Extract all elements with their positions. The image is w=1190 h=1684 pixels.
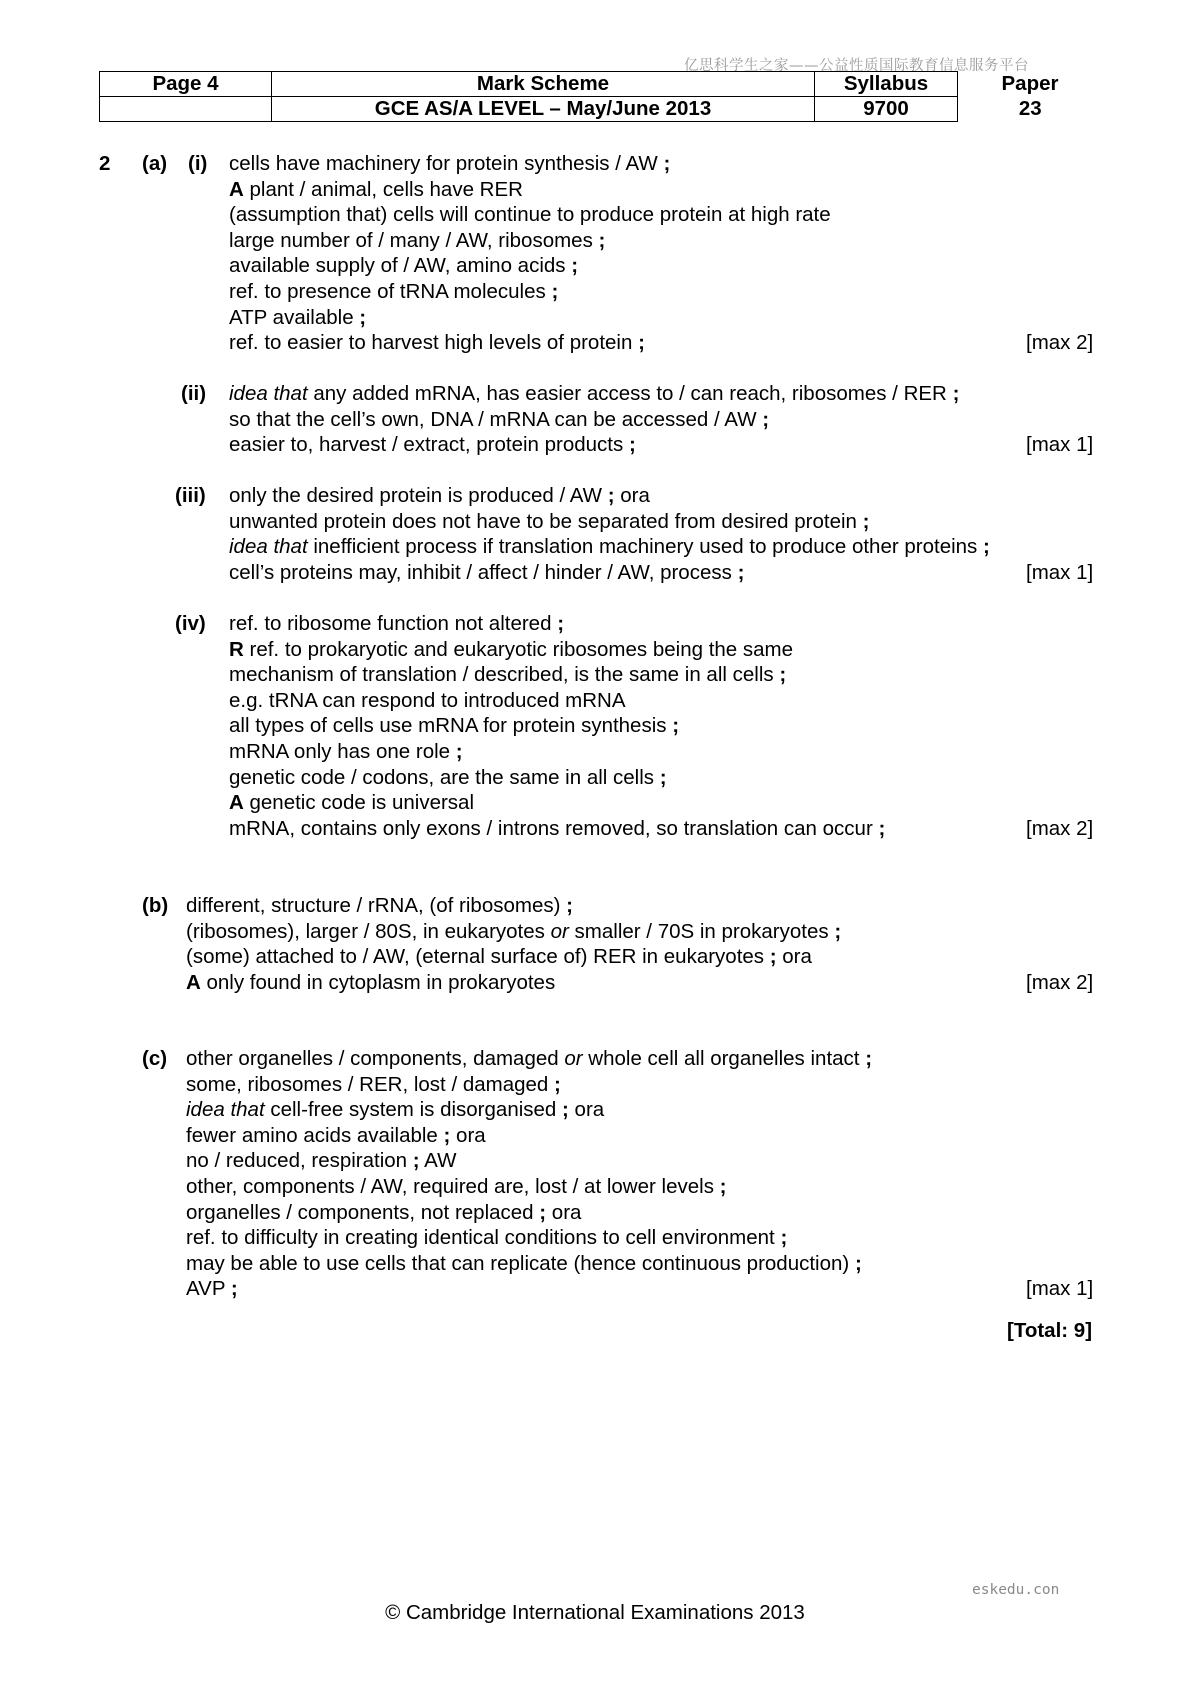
- answer-text: smaller / 70S in prokaryotes: [568, 919, 835, 943]
- answer-text: ;: [571, 254, 579, 278]
- answer-text: AVP: [186, 1277, 231, 1301]
- question-number: 2: [99, 152, 111, 175]
- answer-block: [186, 893, 841, 995]
- answer-text: ;: [663, 152, 671, 175]
- answer-text: (some) attached to / AW, (eternal surface of) RER in eukaryotes: [186, 945, 770, 969]
- answer-text: ATP available: [229, 305, 360, 329]
- answer-text: no / reduced, respiration: [186, 1149, 413, 1173]
- answer-text: A: [229, 177, 244, 201]
- answer-text: ;: [762, 407, 770, 431]
- answer-line: [229, 151, 831, 177]
- answer-line: [229, 202, 831, 228]
- answer-text: ;: [557, 612, 565, 635]
- answer-text: ;: [834, 919, 842, 943]
- answer-text: ;: [854, 1251, 862, 1275]
- answer-text: genetic code / codons, are the same in all cells: [229, 765, 660, 789]
- answer-text: ;: [455, 739, 463, 763]
- answer-text: (ribosomes), larger / 80S, in eukaryotes: [186, 919, 551, 943]
- answer-text: available supply of / AW, amino acids: [229, 254, 572, 278]
- answer-line: [186, 1251, 872, 1277]
- answer-line: [229, 305, 831, 331]
- answer-text: e.g. tRNA can respond to introduced mRNA: [229, 688, 626, 712]
- answer-line: [229, 253, 831, 279]
- answer-text: ref. to presence of tRNA molecules: [229, 279, 552, 303]
- answer-line: [229, 765, 885, 791]
- header-row: [100, 72, 1103, 97]
- answer-block: [229, 611, 885, 841]
- header-row: [100, 97, 1103, 122]
- answer-line: [229, 509, 990, 535]
- answer-text: ora: [546, 1200, 582, 1224]
- answer-line: [229, 483, 990, 509]
- page-label: Page 4: [100, 72, 272, 97]
- answer-text: ;: [551, 279, 559, 303]
- answer-text: or: [564, 1047, 583, 1070]
- answer-text: only the desired protein is produced / AW: [229, 484, 608, 507]
- answer-text: ora: [450, 1123, 486, 1147]
- answer-text: so that the cell’s own, DNA / mRNA can be accessed / AW: [229, 407, 763, 431]
- answer-line: [186, 1097, 872, 1123]
- answer-text: (assumption that) cells will continue to produce protein at high rate: [229, 203, 831, 227]
- answer-text: other, components / AW, required are, lost / at lower levels: [186, 1174, 720, 1198]
- subpart-label: (iv): [175, 612, 206, 635]
- answer-text: all types of cells use mRNA for protein synthesis: [229, 714, 673, 738]
- answer-text: ;: [638, 331, 645, 355]
- answer-line: [229, 611, 885, 637]
- answer-text: ref. to ribosome function not altered: [229, 612, 558, 635]
- part-label: (c): [142, 1047, 168, 1070]
- watermark-text: 亿思科学生之家——公益性质国际教育信息服务平台: [684, 58, 1029, 74]
- answer-line: [186, 1225, 872, 1251]
- part-label: (a): [142, 152, 168, 175]
- mark-scheme-title: Mark Scheme: [272, 72, 815, 97]
- answer-text: ;: [562, 1098, 569, 1122]
- answer-line: [229, 816, 885, 842]
- answer-line: [229, 279, 831, 305]
- total-marks: [Total: 9]: [1007, 1319, 1093, 1342]
- answer-text: ;: [779, 663, 787, 687]
- answer-text: ;: [983, 535, 990, 559]
- answer-text: organelles / components, not replaced: [186, 1200, 540, 1224]
- answer-text: plant / animal, cells have RER: [243, 177, 523, 201]
- answer-text: ;: [554, 1072, 561, 1096]
- answer-text: ;: [598, 228, 606, 252]
- syllabus-label: Syllabus: [815, 72, 958, 97]
- syllabus-code: 9700: [815, 97, 958, 122]
- answer-text: ora: [776, 945, 812, 969]
- answer-line: [186, 919, 841, 945]
- answer-text: any added mRNA, has easier access to / can reach, ribosomes / RER: [307, 382, 953, 405]
- answer-line: [186, 1148, 872, 1174]
- answer-line: [229, 177, 831, 203]
- answer-text: ;: [607, 484, 615, 507]
- answer-text: whole cell all organelles intact: [582, 1047, 866, 1070]
- answer-text: other organelles / components, damaged: [186, 1047, 565, 1070]
- answer-text: ;: [865, 1047, 873, 1070]
- answer-text: idea that: [186, 1098, 265, 1122]
- answer-line: [229, 713, 885, 739]
- answer-text: ;: [780, 1226, 788, 1250]
- answer-text: ref. to difficulty in creating identical conditions to cell environment: [186, 1226, 781, 1250]
- answer-text: AW: [419, 1149, 457, 1173]
- mark-allocation: [max 2]: [1026, 971, 1094, 994]
- answer-text: mechanism of translation / described, is the same in all cells: [229, 663, 780, 687]
- answer-line: [229, 432, 959, 458]
- mark-allocation: [max 1]: [1026, 561, 1094, 584]
- answer-text: fewer amino acids available: [186, 1123, 444, 1147]
- answer-text: some, ribosomes / RER, lost / damaged: [186, 1072, 555, 1096]
- answer-text: ;: [737, 560, 745, 584]
- answer-text: A: [229, 791, 244, 815]
- answer-text: unwanted protein does not have to be separated from desired protein: [229, 509, 863, 533]
- header-blank-cell: [100, 97, 272, 122]
- answer-text: ;: [769, 945, 777, 969]
- site-watermark: eskedu.con: [972, 1582, 1060, 1598]
- answer-text: ;: [443, 1123, 451, 1147]
- answer-line: [229, 228, 831, 254]
- answer-text: ;: [539, 1200, 547, 1224]
- answer-block: [229, 483, 990, 585]
- answer-text: ;: [719, 1174, 727, 1198]
- answer-line: [186, 1072, 872, 1098]
- answer-text: ;: [862, 509, 870, 533]
- answer-line: [186, 893, 841, 919]
- answer-line: [229, 662, 885, 688]
- mark-allocation: [max 1]: [1026, 1277, 1094, 1300]
- answer-text: may be able to use cells that can replicate (hence continuous production): [186, 1251, 855, 1275]
- answer-text: ;: [952, 382, 960, 405]
- answer-text: R: [229, 637, 244, 661]
- answer-text: easier to, harvest / extract, protein products: [229, 433, 629, 457]
- answer-line: [229, 407, 959, 433]
- answer-text: ora: [568, 1098, 605, 1122]
- answer-line: [186, 1174, 872, 1200]
- answer-text: ;: [566, 894, 573, 917]
- answer-line: [186, 970, 841, 996]
- answer-text: inefficient process if translation machinery used to produce other proteins: [307, 535, 984, 559]
- subpart-label: (iii): [175, 484, 206, 507]
- answer-line: [186, 1276, 872, 1302]
- answer-text: ;: [230, 1277, 238, 1301]
- mark-allocation: [max 2]: [1026, 331, 1094, 354]
- answer-line: [229, 330, 831, 356]
- answer-line: [229, 637, 885, 663]
- mark-allocation: [max 2]: [1026, 817, 1094, 840]
- answer-line: [229, 790, 885, 816]
- exam-title: GCE AS/A LEVEL – May/June 2013: [272, 97, 815, 122]
- answer-line: [229, 381, 959, 407]
- answer-text: ref. to prokaryotic and eukaryotic ribosomes being the same: [243, 637, 794, 661]
- answer-text: genetic code is universal: [243, 791, 474, 815]
- paper-label: Paper: [1001, 72, 1059, 95]
- answer-text: idea that: [229, 382, 308, 405]
- paper-number: 23: [1018, 97, 1042, 120]
- answer-block: [186, 1046, 872, 1302]
- answer-text: different, structure / rRNA, (of ribosomes): [186, 894, 567, 917]
- answer-text: ;: [628, 433, 636, 457]
- copyright-footer: © Cambridge International Examinations 2013: [385, 1601, 805, 1624]
- subpart-label: (ii): [181, 382, 207, 405]
- answer-text: or: [550, 919, 569, 943]
- answer-line: [186, 1200, 872, 1226]
- answer-text: cell-free system is disorganised: [264, 1098, 563, 1122]
- answer-line: [229, 739, 885, 765]
- answer-text: ;: [672, 714, 680, 738]
- answer-text: ora: [614, 484, 650, 507]
- answer-line: [229, 560, 990, 586]
- answer-text: A: [186, 970, 201, 994]
- answer-line: [229, 688, 885, 714]
- answer-text: ;: [412, 1149, 420, 1173]
- answer-block: [229, 151, 831, 356]
- header-table: [99, 71, 1103, 122]
- answer-block: [229, 381, 959, 458]
- answer-line: [229, 534, 990, 560]
- answer-text: ;: [359, 305, 367, 329]
- answer-text: cells have machinery for protein synthesis / AW: [229, 152, 664, 175]
- mark-allocation: [max 1]: [1026, 433, 1094, 456]
- answer-line: [186, 1123, 872, 1149]
- answer-line: [186, 944, 841, 970]
- answer-text: mRNA only has one role: [229, 739, 456, 763]
- answer-text: ;: [878, 816, 886, 840]
- part-label: (b): [142, 894, 169, 917]
- answer-text: ref. to easier to harvest high levels of protein: [229, 331, 639, 355]
- answer-text: idea that: [229, 535, 308, 559]
- answer-line: [186, 1046, 872, 1072]
- answer-text: mRNA, contains only exons / introns removed, so translation can occur: [229, 816, 879, 840]
- subpart-label: (i): [188, 152, 208, 175]
- answer-text: cell’s proteins may, inhibit / affect / hinder / AW, process: [229, 560, 738, 584]
- answer-text: only found in cytoplasm in prokaryotes: [200, 970, 556, 994]
- answer-text: ;: [659, 765, 667, 789]
- answer-text: large number of / many / AW, ribosomes: [229, 228, 599, 252]
